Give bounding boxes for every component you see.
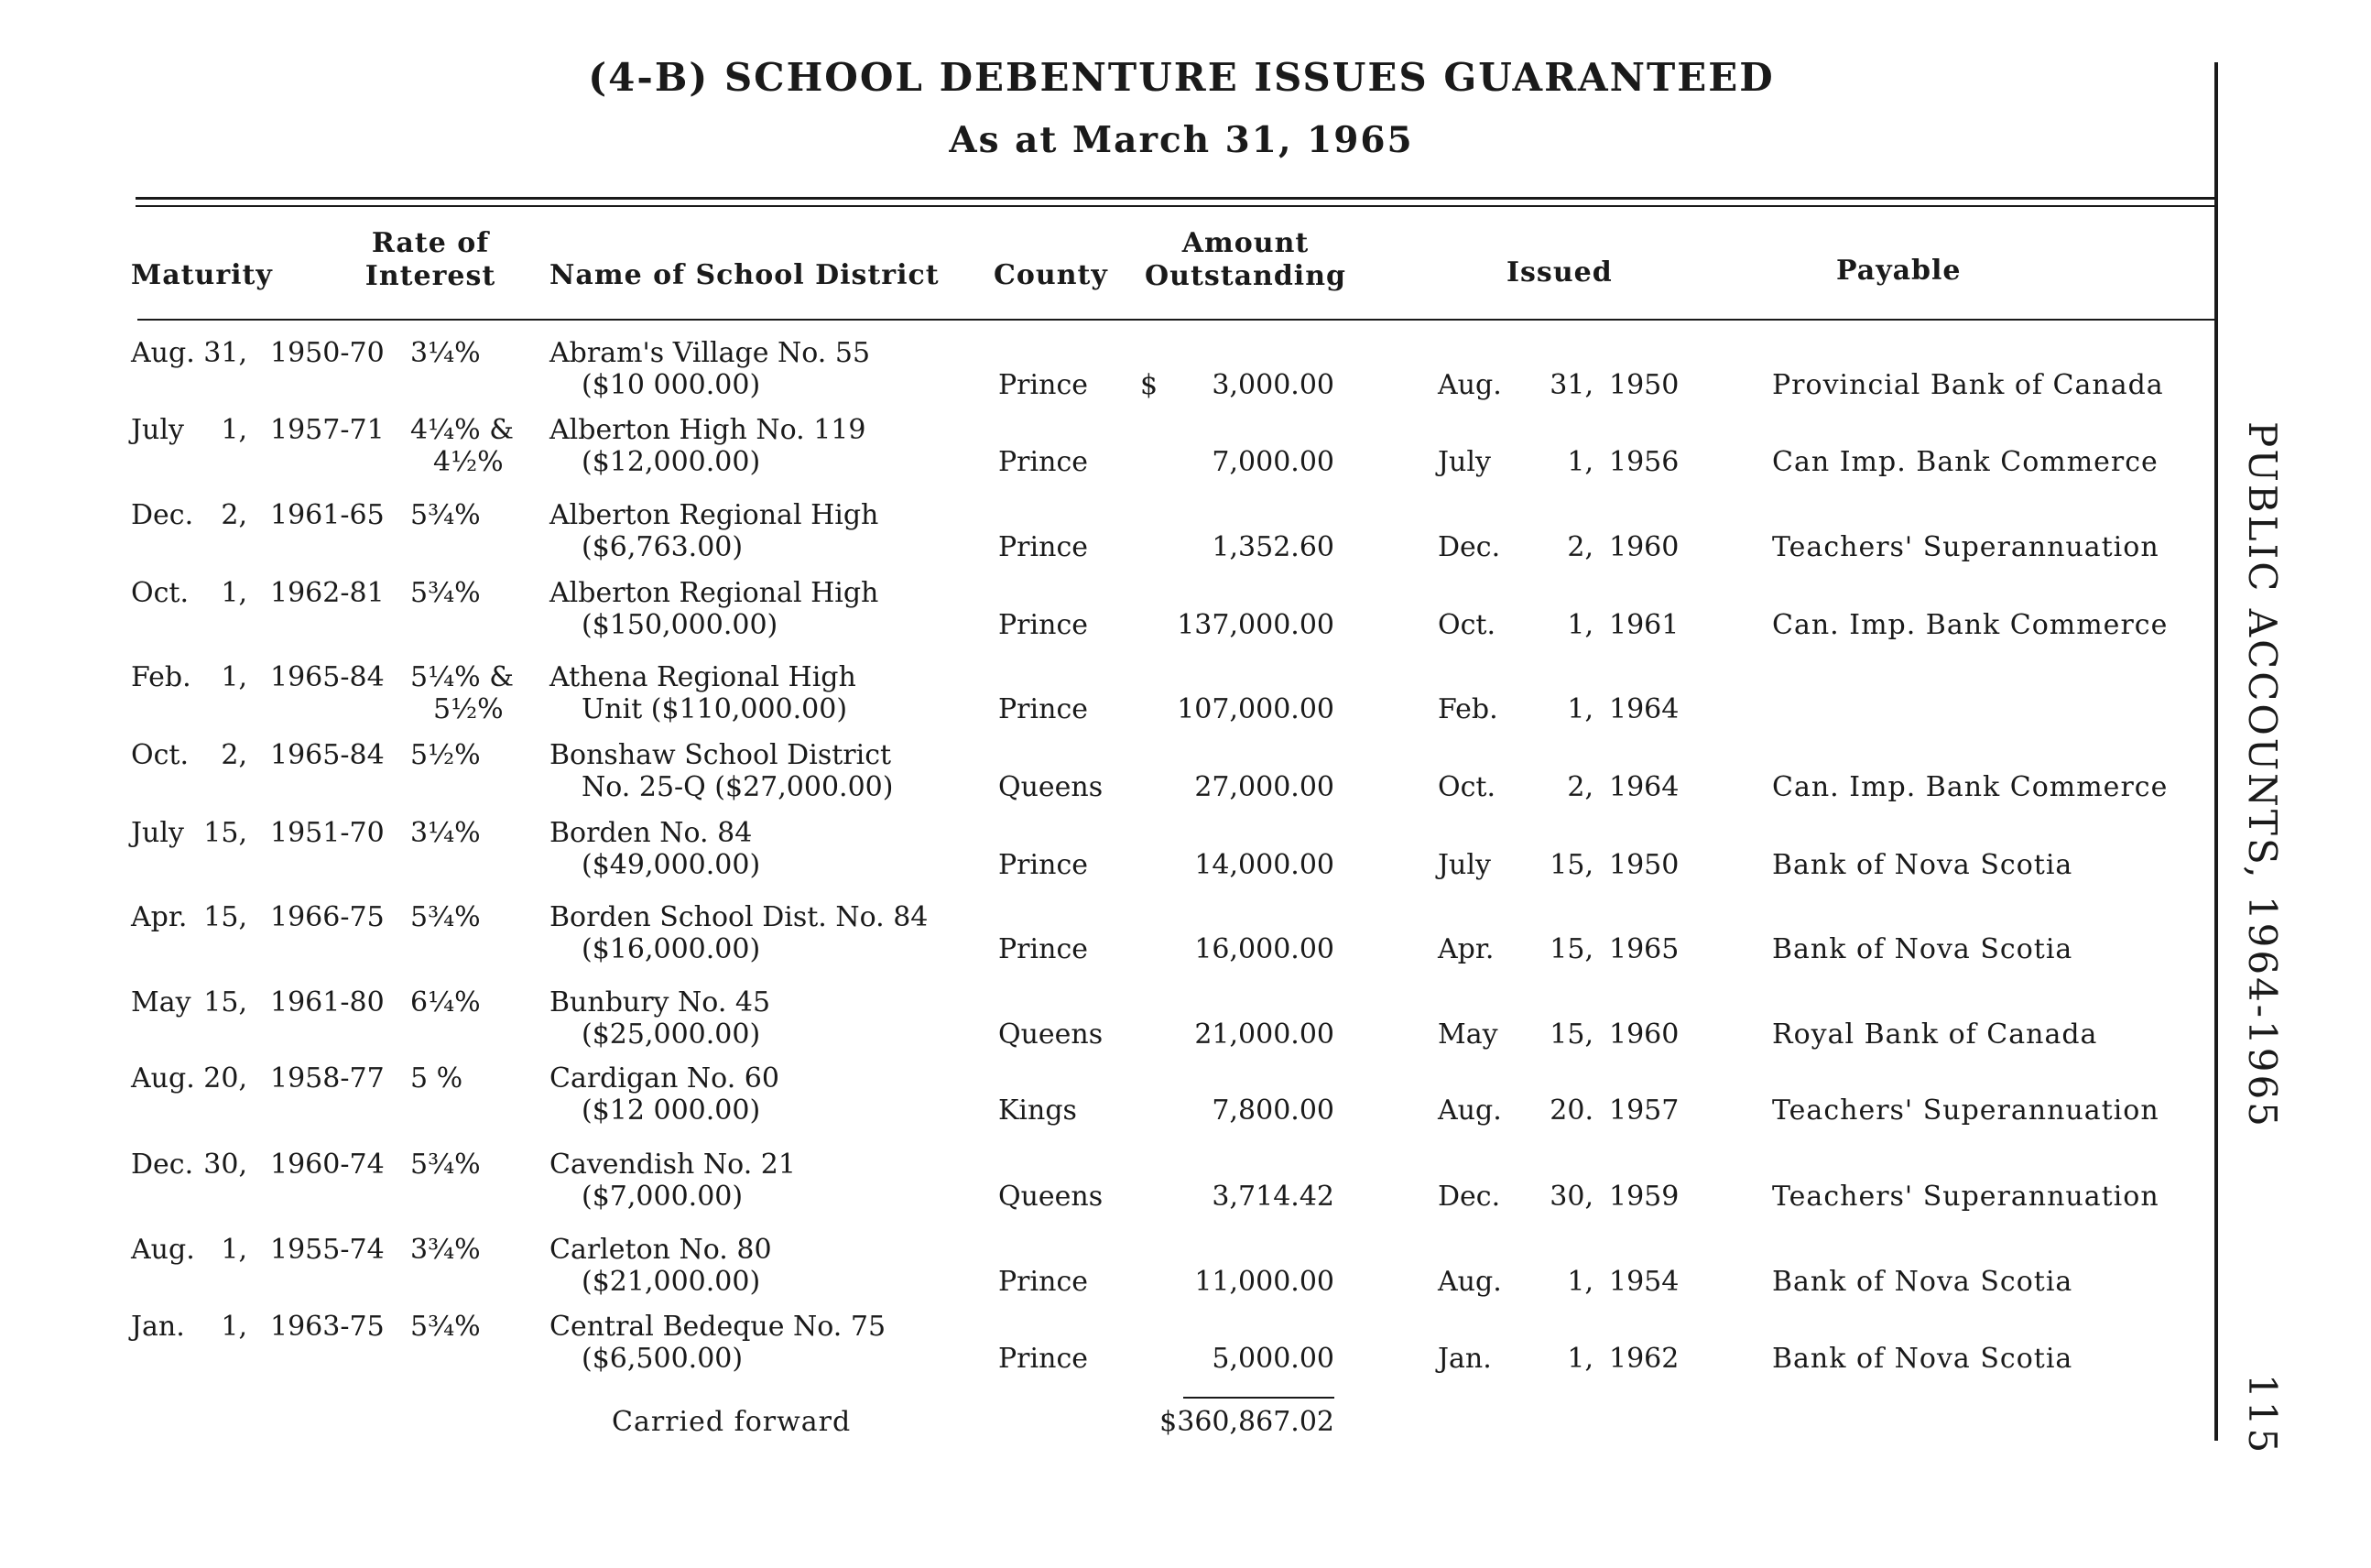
issued-day: 15, bbox=[1550, 849, 1593, 881]
amount-outstanding: 7,800.00 bbox=[1212, 1094, 1334, 1127]
maturity-years: 1963-75 bbox=[270, 1311, 385, 1343]
school-district-name: Alberton Regional High bbox=[549, 499, 879, 531]
maturity-years: 1950-70 bbox=[270, 337, 385, 369]
interest-rate: 3¾% bbox=[410, 1234, 481, 1266]
maturity-month: Dec. bbox=[131, 499, 194, 531]
school-district-detail: ($6,500.00) bbox=[582, 1343, 744, 1375]
school-district-name: Bunbury No. 45 bbox=[549, 986, 771, 1018]
issued-year: 1957 bbox=[1609, 1094, 1680, 1127]
interest-rate: 5¾% bbox=[410, 901, 481, 933]
maturity-month: Oct. bbox=[131, 739, 189, 771]
header-rate-line2: Interest bbox=[364, 260, 496, 292]
interest-rate: 5¾% bbox=[410, 1311, 481, 1343]
county: Queens bbox=[998, 771, 1104, 803]
school-district-detail: ($150,000.00) bbox=[582, 609, 778, 641]
amount-outstanding: 3,000.00 bbox=[1212, 369, 1334, 401]
page-number: 115 bbox=[2240, 1374, 2285, 1456]
maturity-day: 1, bbox=[221, 577, 247, 609]
table-row bbox=[0, 817, 2216, 899]
amount-outstanding: 11,000.00 bbox=[1194, 1266, 1334, 1298]
table-row bbox=[0, 901, 2216, 984]
table-row bbox=[0, 739, 2216, 822]
issued-year: 1950 bbox=[1609, 849, 1680, 881]
payable-at: Bank of Nova Scotia bbox=[1772, 849, 2073, 881]
county: Prince bbox=[998, 849, 1088, 881]
carried-forward-label: Carried forward bbox=[612, 1406, 852, 1438]
maturity-month: Aug. bbox=[131, 1062, 195, 1094]
school-district-detail: ($12 000.00) bbox=[582, 1094, 761, 1127]
issued-year: 1964 bbox=[1609, 693, 1680, 725]
interest-rate: 6¼% bbox=[410, 986, 481, 1018]
maturity-years: 1961-65 bbox=[270, 499, 385, 531]
payable-at: Bank of Nova Scotia bbox=[1772, 1343, 2073, 1375]
amount-outstanding: 14,000.00 bbox=[1194, 849, 1334, 881]
maturity-years: 1961-80 bbox=[270, 986, 385, 1018]
issued-month: July bbox=[1438, 849, 1491, 881]
school-district-detail: ($25,000.00) bbox=[582, 1018, 761, 1051]
issued-month: Apr. bbox=[1438, 933, 1495, 965]
maturity-month: Feb. bbox=[131, 661, 191, 693]
carried-forward-total: $360,867.02 bbox=[1159, 1406, 1334, 1438]
issued-month: Aug. bbox=[1438, 1094, 1502, 1127]
issued-month: Dec. bbox=[1438, 1181, 1501, 1213]
school-district-name: Alberton Regional High bbox=[549, 577, 879, 609]
table-row bbox=[0, 577, 2216, 659]
header-amount-line1: Amount bbox=[1181, 227, 1310, 259]
maturity-day: 31, bbox=[203, 337, 247, 369]
school-district-detail: Unit ($110,000.00) bbox=[582, 693, 848, 725]
header-top-rule-2 bbox=[136, 205, 2216, 207]
issued-day: 15, bbox=[1550, 933, 1593, 965]
county: Prince bbox=[998, 609, 1088, 641]
interest-rate: 5¼% & bbox=[410, 661, 514, 693]
table-row bbox=[0, 1062, 2216, 1145]
school-district-detail: No. 25-Q ($27,000.00) bbox=[582, 771, 894, 803]
maturity-years: 1957-71 bbox=[270, 414, 385, 446]
amount-outstanding: 16,000.00 bbox=[1194, 933, 1334, 965]
interest-rate: 4¼% & bbox=[410, 414, 514, 446]
issued-year: 1962 bbox=[1609, 1343, 1680, 1375]
amount-outstanding: 21,000.00 bbox=[1194, 1018, 1334, 1051]
maturity-years: 1955-74 bbox=[270, 1234, 385, 1266]
payable-at: Provincial Bank of Canada bbox=[1772, 369, 2164, 401]
table-row bbox=[0, 499, 2216, 582]
table-row bbox=[0, 1234, 2216, 1316]
issued-day: 2, bbox=[1567, 531, 1593, 563]
amount-outstanding: 7,000.00 bbox=[1212, 446, 1334, 478]
issued-month: Oct. bbox=[1438, 609, 1495, 641]
maturity-day: 30, bbox=[203, 1149, 247, 1181]
issued-day: 1, bbox=[1567, 1343, 1593, 1375]
issued-month: July bbox=[1438, 446, 1491, 478]
interest-rate: 3¼% bbox=[410, 817, 481, 849]
amount-outstanding: 27,000.00 bbox=[1194, 771, 1334, 803]
issued-day: 30, bbox=[1550, 1181, 1593, 1213]
county: Prince bbox=[998, 693, 1088, 725]
school-district-name: Borden No. 84 bbox=[549, 817, 753, 849]
payable-at: Teachers' Superannuation bbox=[1772, 531, 2159, 563]
maturity-month: July bbox=[131, 414, 184, 446]
issued-month: Dec. bbox=[1438, 531, 1501, 563]
maturity-month: Apr. bbox=[131, 901, 188, 933]
total-rule bbox=[1183, 1397, 1334, 1399]
school-district-name: Borden School Dist. No. 84 bbox=[549, 901, 929, 933]
school-district-name: Abram's Village No. 55 bbox=[549, 337, 871, 369]
header-top-rule-1 bbox=[136, 197, 2216, 200]
maturity-years: 1962-81 bbox=[270, 577, 385, 609]
amount-outstanding: 1,352.60 bbox=[1212, 531, 1334, 563]
issued-day: 1, bbox=[1567, 446, 1593, 478]
maturity-years: 1960-74 bbox=[270, 1149, 385, 1181]
county: Prince bbox=[998, 1266, 1088, 1298]
issued-month: Oct. bbox=[1438, 771, 1495, 803]
county: Prince bbox=[998, 446, 1088, 478]
payable-at: Royal Bank of Canada bbox=[1772, 1018, 2098, 1051]
interest-rate-alt: 5½% bbox=[433, 693, 504, 725]
amount-outstanding: 3,714.42 bbox=[1212, 1181, 1334, 1213]
issued-day: 1, bbox=[1567, 609, 1593, 641]
school-district-detail: ($6,763.00) bbox=[582, 531, 744, 563]
side-publication-title: PUBLIC ACCOUNTS, 1964-1965 bbox=[2240, 421, 2285, 1129]
issued-month: Feb. bbox=[1438, 693, 1498, 725]
header-bottom-rule bbox=[137, 319, 2216, 321]
maturity-years: 1965-84 bbox=[270, 661, 385, 693]
table-row bbox=[0, 661, 2216, 744]
maturity-month: Oct. bbox=[131, 577, 189, 609]
header-issued: Issued bbox=[1506, 256, 1613, 289]
interest-rate: 5¾% bbox=[410, 499, 481, 531]
maturity-years: 1958-77 bbox=[270, 1062, 385, 1094]
issued-day: 20. bbox=[1550, 1094, 1593, 1127]
maturity-years: 1951-70 bbox=[270, 817, 385, 849]
interest-rate: 5¾% bbox=[410, 1149, 481, 1181]
maturity-years: 1966-75 bbox=[270, 901, 385, 933]
page-subtitle: As at March 31, 1965 bbox=[949, 119, 1414, 161]
interest-rate: 5¾% bbox=[410, 577, 481, 609]
county: Queens bbox=[998, 1018, 1104, 1051]
issued-day: 1, bbox=[1567, 693, 1593, 725]
payable-at: Bank of Nova Scotia bbox=[1772, 1266, 2073, 1298]
school-district-name: Cardigan No. 60 bbox=[549, 1062, 779, 1094]
school-district-name: Cavendish No. 21 bbox=[549, 1149, 796, 1181]
school-district-detail: ($16,000.00) bbox=[582, 933, 761, 965]
maturity-day: 15, bbox=[203, 986, 247, 1018]
maturity-day: 2, bbox=[221, 739, 247, 771]
issued-year: 1956 bbox=[1609, 446, 1680, 478]
amount-outstanding: 107,000.00 bbox=[1177, 693, 1334, 725]
school-district-name: Central Bedeque No. 75 bbox=[549, 1311, 886, 1343]
amount-outstanding: 5,000.00 bbox=[1212, 1343, 1334, 1375]
maturity-day: 1, bbox=[221, 661, 247, 693]
issued-month: Aug. bbox=[1438, 369, 1502, 401]
maturity-day: 15, bbox=[203, 901, 247, 933]
issued-month: May bbox=[1438, 1018, 1498, 1051]
issued-year: 1961 bbox=[1609, 609, 1680, 641]
table-row bbox=[0, 337, 2216, 419]
maturity-month: Dec. bbox=[131, 1149, 194, 1181]
header-rate-line1: Rate of bbox=[371, 227, 490, 259]
table-row bbox=[0, 414, 2216, 496]
issued-day: 1, bbox=[1567, 1266, 1593, 1298]
maturity-day: 15, bbox=[203, 817, 247, 849]
school-district-detail: ($12,000.00) bbox=[582, 446, 761, 478]
school-district-detail: ($21,000.00) bbox=[582, 1266, 761, 1298]
interest-rate: 5½% bbox=[410, 739, 481, 771]
issued-year: 1959 bbox=[1609, 1181, 1680, 1213]
issued-year: 1954 bbox=[1609, 1266, 1680, 1298]
table-row bbox=[0, 1311, 2216, 1393]
issued-month: Jan. bbox=[1438, 1343, 1492, 1375]
payable-at: Can Imp. Bank Commerce bbox=[1772, 446, 2159, 478]
county: Prince bbox=[998, 531, 1088, 563]
county: Prince bbox=[998, 369, 1088, 401]
school-district-detail: ($7,000.00) bbox=[582, 1181, 744, 1213]
county: Prince bbox=[998, 1343, 1088, 1375]
issued-day: 15, bbox=[1550, 1018, 1593, 1051]
side-vertical-rule bbox=[2214, 62, 2218, 1441]
interest-rate-alt: 4½% bbox=[433, 446, 504, 478]
header-amount bbox=[1140, 227, 1351, 293]
interest-rate: 3¼% bbox=[410, 337, 481, 369]
currency-symbol: $ bbox=[1140, 369, 1158, 401]
school-district-name: Alberton High No. 119 bbox=[549, 414, 866, 446]
maturity-day: 1, bbox=[221, 1234, 247, 1266]
payable-at: Can. Imp. Bank Commerce bbox=[1772, 609, 2169, 641]
county: Kings bbox=[998, 1094, 1077, 1127]
school-district-detail: ($10 000.00) bbox=[582, 369, 761, 401]
maturity-month: May bbox=[131, 986, 191, 1018]
header-county: County bbox=[994, 259, 1108, 291]
interest-rate: 5 % bbox=[410, 1062, 463, 1094]
county: Queens bbox=[998, 1181, 1104, 1213]
maturity-month: Aug. bbox=[131, 1234, 195, 1266]
school-district-name: Carleton No. 80 bbox=[549, 1234, 772, 1266]
page-title: (4-B) SCHOOL DEBENTURE ISSUES GUARANTEED bbox=[588, 55, 1775, 100]
school-district-name: Athena Regional High bbox=[549, 661, 856, 693]
issued-year: 1950 bbox=[1609, 369, 1680, 401]
maturity-day: 1, bbox=[221, 1311, 247, 1343]
maturity-day: 1, bbox=[221, 414, 247, 446]
maturity-month: Aug. bbox=[131, 337, 195, 369]
maturity-month: Jan. bbox=[131, 1311, 185, 1343]
amount-outstanding: 137,000.00 bbox=[1177, 609, 1334, 641]
school-district-name: Bonshaw School District bbox=[549, 739, 892, 771]
issued-year: 1965 bbox=[1609, 933, 1680, 965]
maturity-day: 20, bbox=[203, 1062, 247, 1094]
issued-year: 1964 bbox=[1609, 771, 1680, 803]
payable-at: Teachers' Superannuation bbox=[1772, 1181, 2159, 1213]
maturity-day: 2, bbox=[221, 499, 247, 531]
header-rate bbox=[348, 227, 513, 293]
payable-at: Can. Imp. Bank Commerce bbox=[1772, 771, 2169, 803]
payable-at: Bank of Nova Scotia bbox=[1772, 933, 2073, 965]
header-maturity: Maturity bbox=[131, 259, 273, 291]
issued-year: 1960 bbox=[1609, 1018, 1680, 1051]
header-payable: Payable bbox=[1836, 255, 1962, 287]
header-amount-line2: Outstanding bbox=[1145, 260, 1346, 292]
issued-day: 2, bbox=[1567, 771, 1593, 803]
table-row bbox=[0, 986, 2216, 1069]
maturity-month: July bbox=[131, 817, 184, 849]
county: Prince bbox=[998, 933, 1088, 965]
side-running-header bbox=[2230, 421, 2285, 1456]
maturity-years: 1965-84 bbox=[270, 739, 385, 771]
issued-day: 31, bbox=[1550, 369, 1593, 401]
table-row bbox=[0, 1149, 2216, 1231]
header-school-district: Name of School District bbox=[549, 259, 940, 291]
issued-month: Aug. bbox=[1438, 1266, 1502, 1298]
school-district-detail: ($49,000.00) bbox=[582, 849, 761, 881]
issued-year: 1960 bbox=[1609, 531, 1680, 563]
payable-at: Teachers' Superannuation bbox=[1772, 1094, 2159, 1127]
